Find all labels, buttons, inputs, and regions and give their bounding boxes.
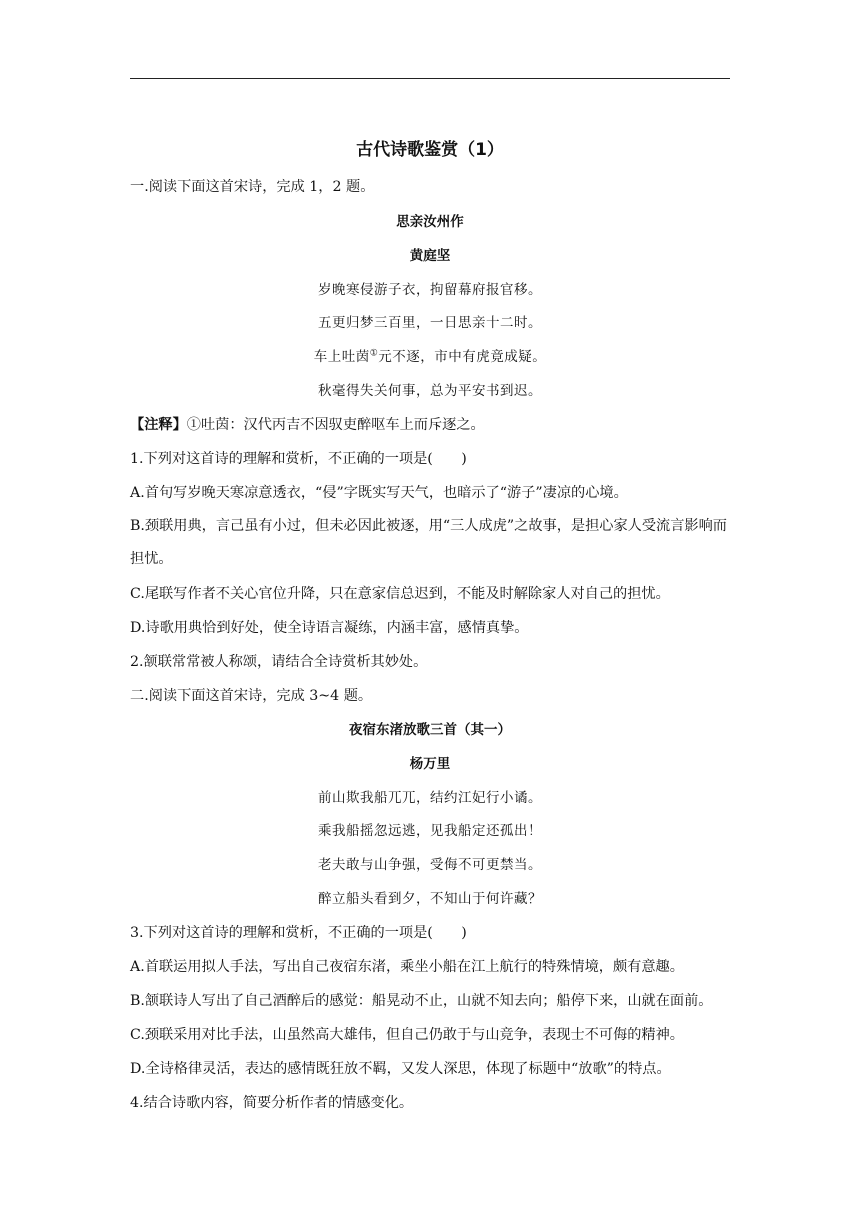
question-2: 2.颔联常常被人称颂，请结合全诗赏析其妙处。 <box>130 654 428 670</box>
q3-option-c: C.颈联采用对比手法，山虽然高大雄伟，但自己仍敢于与山竞争，表现士不可侮的精神。 <box>130 1027 684 1043</box>
q1-option-a: A.首句写岁晚天寒凉意透衣，“侵”字既实写天气，也暗示了“游子”凄凉的心境。 <box>130 485 628 501</box>
poem1-line-2: 五更归梦三百里，一日思亲十二时。 <box>318 315 542 331</box>
question-3: 3.下列对这首诗的理解和赏析，不正确的一项是( ) <box>130 925 467 941</box>
q3-option-a: A.首联运用拟人手法，写出自己夜宿东渚，乘坐小船在江上航行的特殊情境，颇有意趣。 <box>130 959 684 975</box>
poem2-line-2: 乘我船摇忽远逃，见我船定还孤出！ <box>318 823 542 839</box>
poem2-line-4: 醉立船头看到夕，不知山于何许藏？ <box>318 891 542 907</box>
annotation <box>130 414 730 436</box>
annotation-head: 【注释】 <box>130 417 187 433</box>
q1-option-c: C.尾联写作者不关心官位升降，只在意家信总迟到，不能及时解除家人对自己的担忧。 <box>130 586 670 602</box>
section1-intro: 一.阅读下面这首宋诗，完成 1，2 题。 <box>130 179 375 195</box>
poem1-author: 黄庭坚 <box>409 248 451 264</box>
q1-option-d: D.诗歌用典恰到好处，使全诗语言凝练，内涵丰富，感情真挚。 <box>130 620 529 636</box>
q3-option-b: B.颔联诗人写出了自己酒醉后的感觉：船晃动不止，山就不知去向；船停下来，山就在面前。 <box>130 993 713 1009</box>
poem2-author: 杨万里 <box>409 756 451 772</box>
annotation-body: ①吐茵：汉代丙吉不因驭吏醉呕车上而斥逐之。 <box>186 417 485 433</box>
poem2-line-3: 老夫敢与山争强，受侮不可更禁当。 <box>318 857 542 873</box>
footnote-marker: ① <box>369 348 379 359</box>
header-rule <box>130 78 730 79</box>
page-title: 古代诗歌鉴赏（1） <box>356 140 504 160</box>
poem1-line-3 <box>130 346 730 368</box>
question-1: 1.下列对这首诗的理解和赏析，不正确的一项是( ) <box>130 451 467 467</box>
poem1-line-3-prefix: 车上吐茵 <box>313 349 370 365</box>
poem1-line-1: 岁晚寒侵游子衣，拘留幕府报官移。 <box>318 282 542 298</box>
poem2-line-1: 前山欺我船兀兀，结约江妃行小谲。 <box>318 790 542 806</box>
q3-option-d: D.全诗格律灵活，表达的感情既狂放不羁，又发人深思，体现了标题中“放歌”的特点。 <box>130 1061 671 1077</box>
poem1-line-3-rest: 元不逐，市中有虎竟成疑。 <box>378 349 547 365</box>
poem2-title: 夜宿东渚放歌三首（其一） <box>349 722 511 738</box>
poem1-line-4: 秋毫得失关何事，总为平安书到迟。 <box>318 383 542 399</box>
poem1-title: 思亲汝州作 <box>396 214 464 230</box>
section2-intro: 二.阅读下面这首宋诗，完成 3~4 题。 <box>130 688 373 704</box>
question-4: 4.结合诗歌内容，简要分析作者的情感变化。 <box>130 1095 414 1111</box>
q1-option-b: B.颈联用典，言己虽有小过，但未必因此被逐，用“三人成虎”之故事，是担心家人受流言影响而担忧。 <box>130 518 727 567</box>
